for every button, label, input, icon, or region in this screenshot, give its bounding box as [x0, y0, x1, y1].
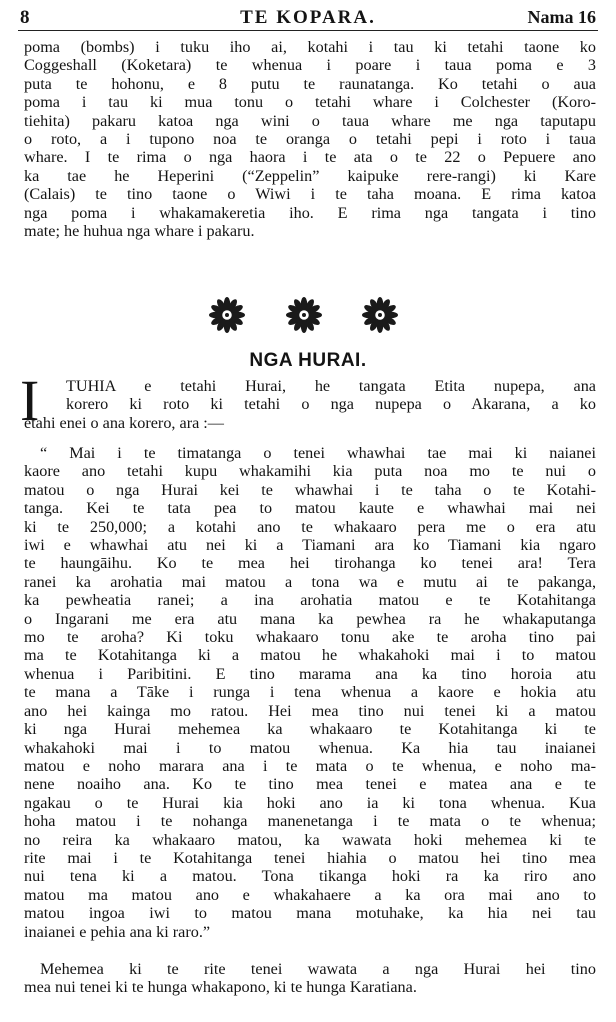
text-line: nene noaiho ana. Ko te tino mea tenei e matea ana e te — [24, 775, 596, 794]
flower-ornament-icon — [360, 296, 400, 334]
text-line: ranei ka arohatia mai matou a tona wa e mutu ai te pakanga, — [24, 572, 596, 591]
text-line: poma (bombs) i tuku iho ai, kotahi i tau ki tetahi taone ko — [24, 38, 596, 56]
text-line: TUHIA e tetahi Hurai, he tangata Etita nupepa, ana — [66, 377, 596, 395]
article-heading: NGA HURAI. — [249, 350, 367, 371]
page-header — [20, 4, 596, 32]
text-line: puta te hohonu, e 8 putu te raunatanga. Ko tetahi o aua — [24, 74, 596, 93]
text-line: mo te aroha? Ki toku whakaaro tonu ake te aroha tino pai — [24, 628, 596, 647]
text-line: nga poma i whakamakeretia iho. E rima nga tangata i tino — [24, 203, 596, 222]
text-line: ano hei kainga mo ratou. Hei mea tino nui tenei ki a matou — [24, 701, 596, 720]
text-line: poma i tau ki mua tonu o tetahi whare i Colchester (Koro- — [24, 93, 596, 112]
text-line: matou o nga Hurai kei te whawhai i te taha o te Kotahi- — [24, 480, 596, 499]
text-line: ki te 250,000; a kotahi ano te whakaaro pera me o era atu — [24, 517, 596, 536]
text-line: inaianei e pehia ana ki raro.” — [24, 922, 211, 941]
section-ornaments — [0, 296, 616, 336]
text-line: ngakau o te Hurai kia hoki ano ia ki tona whenua. Kua — [24, 793, 596, 812]
text-line: ka pewheatia ranei; a ina arohatia matou e te Kotahitanga — [24, 591, 596, 610]
header-rule — [18, 30, 598, 31]
text-line: mate; he huhua nga whare i pakaru. — [24, 222, 255, 241]
text-line: kaore ano tetahi kupu whakamihi kia puta noa mo te nui o — [24, 462, 596, 481]
text-line: Coggeshall (Koketara) te whenua i poare i taua poma e 3 — [24, 56, 596, 75]
text-line: (Calais) te tino taone o Wiwi i te taha moana. E rima katoa — [24, 185, 596, 204]
text-line: etahi enei o ana korero, ara :— — [24, 413, 224, 432]
text-line: ka tae he Heperini (“Zeppelin” kaipuke rere-rangi) ki Kare — [24, 166, 596, 185]
text-line: hoha matou i te nohanga manenetanga i te mata o te whenua; — [24, 812, 596, 831]
text-line: mea nui tenei ki te hunga whakapono, ki te hunga Karatiana. — [24, 978, 417, 997]
text-line: whakahoki mai i to matou whenua. Ka hia tau inaianei — [24, 738, 596, 757]
article-closing — [24, 960, 596, 997]
text-line: te mana a Tāke i runga i tena whenua a kaore e hokia atu — [24, 683, 596, 702]
page-number: 8 — [20, 7, 30, 28]
issue-number: Nama 16 — [527, 7, 596, 27]
text-line: whare. I te rima o nga haora i te ata o te 22 o Pepuere ano — [24, 148, 596, 167]
text-line: whenua i Paribitini. E tino marama ana ka tino horoia atu — [24, 664, 596, 683]
text-line: matou e noho marara ana i te mata o te whenua, e noho ma- — [24, 756, 596, 775]
text-line: matou ma matou ano e whakahaere a ka ora mai ano to — [24, 885, 596, 904]
text-line: ma te Kotahitanga ki a matou he whakahoki mai i to matou — [24, 646, 596, 665]
text-line: o roto, a i tupono noa te oranga o tetahi pepi i roto i taua — [24, 130, 596, 149]
text-line: no reira ka whakaaro matou, ka wawata hoki mehemea ki te — [24, 830, 596, 849]
text-line: tanga. Kei te tata pea to matou kaute e whawhai mai nei — [24, 499, 596, 518]
flower-ornament-icon — [284, 296, 324, 334]
text-line: “ Mai i te timatanga o tenei whawhai tae mai ki naianei — [40, 444, 596, 462]
article-intro — [24, 377, 596, 432]
flower-ornament-icon — [207, 296, 247, 334]
text-line: te haungāihu. Ko te mea hei tirohanga ko tenei ara! Tera — [24, 554, 596, 573]
publication-title: TE KOPARA. — [240, 7, 376, 28]
text-line: ki nga Hurai mehemea ka whakaaro te Kotahitanga ki te — [24, 720, 596, 739]
text-line: Mehemea ki te rite tenei wawata a nga Hurai hei tino — [40, 960, 596, 978]
article-continuation — [24, 38, 596, 240]
text-line: o Ingarani me era atu mana ka pewhea ra he whakaputanga — [24, 609, 596, 628]
text-line: matou ingoa iwi to matou mana motuhake, ka hia nei tau — [24, 904, 596, 923]
text-line: iwi e whawhai atu nei ki a Tiamani ara ko Tiamani kia ngaro — [24, 536, 596, 555]
article-quote — [24, 444, 596, 941]
drop-cap: I — [20, 368, 40, 433]
text-line: rite mai i te Kotahitanga tenei hiahia o matou hei tino mea — [24, 848, 596, 867]
text-line: nui tena ki a matou. Tona tikanga hoki ra ka riro ano — [24, 867, 596, 886]
text-line: tiehita) pakaru katoa nga wini o taua whare me nga taputapu — [24, 111, 596, 130]
text-line: korero ki roto ki tetahi o nga nupepa o Akarana, a ko — [66, 395, 596, 414]
